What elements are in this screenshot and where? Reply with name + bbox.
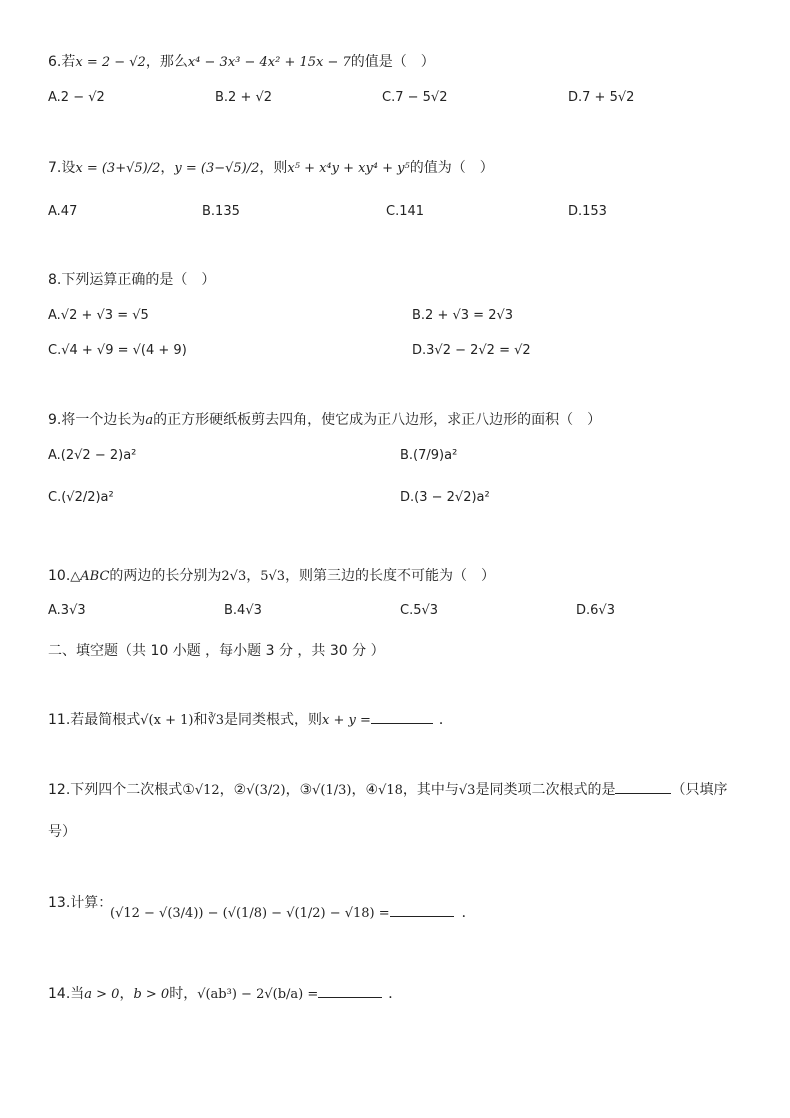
q9-text-a: 9.将一个边长为 [48,412,146,428]
q10-comma: ， [246,568,261,584]
q6-number: 6.若 [48,54,76,70]
q7-x-definition: x = (3+√5)/2 [75,161,161,176]
q12-label-2: ，② [219,782,247,798]
q12-radical-2: √(3/2) [246,783,286,798]
q6-x-definition: x = 2 − √2 [75,55,146,70]
q14-condition-1: a > 0 [84,987,120,1002]
q12-radical-3: √(1/3) [312,783,352,798]
q7-option-b: B.135 [202,204,240,219]
q14-condition-2: b > 0 [133,987,170,1002]
q7-sep: ， [160,160,175,176]
q10-option-c: C.5√3 [400,603,439,618]
q10-option-d: D.6√3 [576,603,615,618]
q7-expression: x⁵ + x⁴y + xy⁴ + y⁵ [287,161,410,176]
q14-answer-blank[interactable] [318,985,382,998]
q12-radical-1: √12 [194,783,220,798]
q11-radical-2: ∛3 [207,713,225,728]
q9-option-d: D.(3 − 2√2)a² [400,490,490,505]
q10-text-b: 的两边的长分别为 [109,568,222,584]
q7-tail: 的值为（ ） [409,160,494,176]
q7-option-a: A.47 [48,204,78,219]
q12-text-a: 12.下列四个二次根式① [48,782,195,798]
question-7 [48,158,494,179]
question-8: 8.下列运算正确的是（ ） [48,272,216,288]
q8-option-a: A.√2 + √3 = √5 [48,308,149,323]
q11-text-a: 11.若最简根式 [48,712,141,728]
q10-text-c: ，则第三边的长度不可能为（ ） [285,568,496,584]
q12-answer-blank[interactable] [615,781,671,794]
q12-radical-4: √18 [378,783,403,798]
q11-expression: x + y = [322,713,371,728]
q14-text-b: 时， [169,986,198,1002]
question-14 [48,984,402,1005]
section-2-heading: 二、填空题（共 10 小题 ，每小题 3 分 ，共 30 分 ） [48,643,385,659]
q10-option-b: B.4√3 [224,603,262,618]
q10-option-a: A.3√3 [48,603,86,618]
q6-option-b: B.2 + √2 [215,90,273,105]
q9-variable: a [145,413,154,428]
q10-triangle: △ABC [70,569,110,584]
q9-text-b: 的正方形硬纸板剪去四角，使它成为正八边形，求正八边形的面积（ ） [153,412,602,428]
q6-expression: x⁴ − 3x³ − 4x² + 15x − 7 [187,55,351,70]
q7-option-d: D.153 [568,204,607,219]
q9-option-c: C.(√2/2)a² [48,490,114,505]
q6-option-c: C.7 − 5√2 [382,90,448,105]
q7-number: 7.设 [48,160,76,176]
q14-tail: ． [388,986,403,1002]
q10-number: 10. [48,568,71,584]
q8-option-b: B.2 + √3 = 2√3 [412,308,514,323]
q12-label-3: ，③ [285,782,313,798]
q10-side-2: 5√3 [260,569,286,584]
q12-line-2: 号） [48,824,76,840]
q14-text-a: 14.当 [48,986,85,1002]
q13-expression: (√12 − √(3/4)) − (√(1/8) − √(1/2) − √18) = [110,906,390,921]
question-10 [48,566,495,587]
q14-sep: ， [119,986,134,1002]
q10-side-1: 2√3 [221,569,247,584]
q12-tail: （只填序 [671,782,728,798]
q7-option-c: C.141 [386,204,425,219]
q11-text-b: 是同类根式，则 [224,712,323,728]
q6-option-a: A.2 − √2 [48,90,105,105]
question-12 [48,780,727,801]
q6-tail: 的值是（ ） [350,54,435,70]
q8-option-d: D.3√2 − 2√2 = √2 [412,343,531,358]
q12-radical-5: √3 [458,783,476,798]
q13-tail: ． [461,905,476,921]
q9-option-a: A.(2√2 − 2)a² [48,448,137,463]
q6-mid: ，那么 [145,54,188,70]
q7-y-definition: y = (3−√5)/2 [174,161,260,176]
q9-option-b: B.(7/9)a² [400,448,458,463]
q11-and: 和 [193,712,208,728]
q13-expression-row [110,903,476,924]
q11-answer-blank[interactable] [371,711,433,724]
question-13 [48,893,112,913]
q6-option-d: D.7 + 5√2 [568,90,635,105]
question-11 [48,710,453,731]
q12-text-b: ，其中与 [402,782,459,798]
q11-radical-1: √(x + 1) [140,713,194,728]
q14-expression: √(ab³) − 2√(b/a) = [197,987,319,1002]
q8-option-c: C.√4 + √9 = √(4 + 9) [48,343,187,358]
question-9 [48,410,601,431]
q11-tail: ． [438,712,453,728]
q7-mid: ，则 [259,160,288,176]
question-6 [48,52,435,73]
q13-answer-blank[interactable] [390,904,454,917]
q13-text: 13.计算： [48,895,113,911]
q12-text-c: 是同类项二次根式的是 [475,782,616,798]
q12-label-4: ，④ [351,782,379,798]
